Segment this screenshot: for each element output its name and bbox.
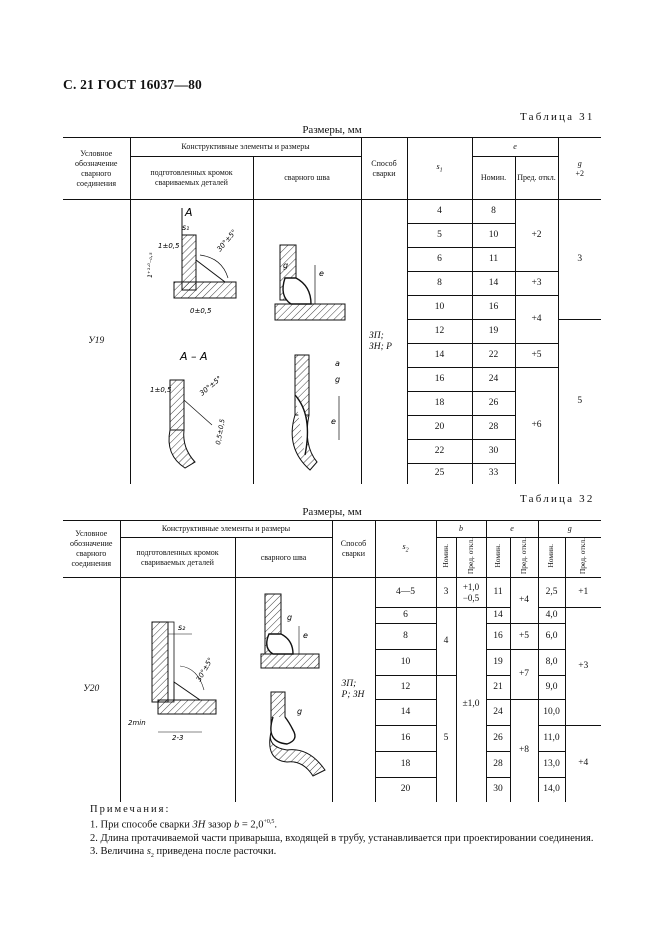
g-nominal-cell: 10,0 bbox=[538, 700, 565, 726]
s2-cell: 20 bbox=[375, 778, 436, 802]
g-cell: 5 bbox=[558, 320, 601, 484]
e-nominal-cell: 26 bbox=[472, 392, 515, 416]
fig-angle-label: 30°±5° bbox=[194, 656, 215, 683]
e-deviation-cell: +3 bbox=[515, 272, 558, 296]
fig-dim-label: 0,5±0,5 bbox=[214, 418, 227, 446]
header-g: g bbox=[538, 521, 601, 538]
welding-method: ЗП; ЗН; Р bbox=[361, 200, 407, 484]
b-nominal-cell: 4 bbox=[436, 608, 456, 676]
note-1: 1. При способе сварки ЗН зазор $b = 2,0^{+0,5}$. bbox=[90, 819, 278, 831]
s1-cell: 5 bbox=[407, 224, 472, 248]
s1-cell: 14 bbox=[407, 344, 472, 368]
e-deviation-cell: +5 bbox=[510, 624, 538, 650]
header-e-nominal: Номин. bbox=[472, 157, 515, 200]
header-g-deviation: Пред. откл. bbox=[565, 538, 601, 578]
note-2: 2. Длина протачиваемой части приварыша, входящей в трубу, устанавливается при проектировании соединения. bbox=[90, 832, 594, 844]
e-nominal-cell: 30 bbox=[472, 440, 515, 464]
seam-g-label: g bbox=[287, 613, 293, 622]
header-prepared-edges: подготовленных кромок свариваемых деталей bbox=[130, 157, 253, 200]
designation-u19: У19 bbox=[63, 200, 130, 484]
s1-cell: 18 bbox=[407, 392, 472, 416]
header-e: e bbox=[486, 521, 538, 538]
g-nominal-cell: 13,0 bbox=[538, 752, 565, 778]
u19-weld-seam-drawing bbox=[255, 200, 363, 490]
header-g: g +2 bbox=[558, 138, 601, 200]
s2-cell: 18 bbox=[375, 752, 436, 778]
header-b-nominal: Номин. bbox=[436, 538, 456, 578]
e-deviation-cell: +7 bbox=[510, 650, 538, 700]
e-deviation-cell: +5 bbox=[515, 344, 558, 368]
s1-cell: 16 bbox=[407, 368, 472, 392]
u20-weld-seam-drawing bbox=[237, 582, 334, 800]
b-deviation-cell: ±1,0 bbox=[456, 608, 486, 802]
s2-cell: 10 bbox=[375, 650, 436, 676]
s1-cell: 6 bbox=[407, 248, 472, 272]
e-nominal-cell: 26 bbox=[486, 726, 510, 752]
s1-cell: 20 bbox=[407, 416, 472, 440]
e-nominal-cell: 10 bbox=[472, 224, 515, 248]
header-elements: Конструктивные элементы и размеры bbox=[120, 521, 332, 538]
fig-gap-label: 0±0,5 bbox=[190, 307, 212, 315]
g-nominal-cell: 4,0 bbox=[538, 608, 565, 624]
e-nominal-cell: 14 bbox=[486, 608, 510, 624]
seam-g-label: g bbox=[283, 261, 289, 270]
designation-u20: У20 bbox=[63, 578, 120, 802]
e-nominal-cell: 22 bbox=[472, 344, 515, 368]
e-nominal-cell: 33 bbox=[472, 464, 515, 484]
s2-cell: 6 bbox=[375, 608, 436, 624]
header-b: b bbox=[436, 521, 486, 538]
e-deviation-cell: +2 bbox=[515, 200, 558, 272]
s2-cell: 4—5 bbox=[375, 578, 436, 608]
s1-cell: 25 bbox=[407, 464, 472, 484]
b-deviation-cell: +1,0 −0,5 bbox=[456, 578, 486, 608]
header-e-deviation: Пред. откл. bbox=[515, 157, 558, 200]
fig-s2-label: s₂ bbox=[178, 623, 186, 632]
e-deviation-cell: +4 bbox=[515, 296, 558, 344]
g-nominal-cell: 2,5 bbox=[538, 578, 565, 608]
fig-view-label: А bbox=[185, 206, 193, 219]
e-nominal-cell: 11 bbox=[486, 578, 510, 608]
seam-e-label: e bbox=[319, 269, 324, 278]
g-deviation-cell: +4 bbox=[565, 726, 601, 802]
table-31-label: Таблица 31 bbox=[520, 111, 595, 123]
e-nominal-cell: 11 bbox=[472, 248, 515, 272]
fig-length-label: 2-3 bbox=[172, 734, 184, 742]
notes bbox=[90, 803, 600, 863]
header-s1: $s_1$ bbox=[407, 138, 472, 200]
table-32-units: Размеры, мм bbox=[302, 506, 362, 518]
g-nominal-cell: 9,0 bbox=[538, 676, 565, 700]
s2-cell: 12 bbox=[375, 676, 436, 700]
e-nominal-cell: 28 bbox=[472, 416, 515, 440]
s1-cell: 4 bbox=[407, 200, 472, 224]
header-elements: Конструктивные элементы и размеры bbox=[130, 138, 361, 157]
seam-a-label: a bbox=[335, 359, 340, 368]
s2-cell: 8 bbox=[375, 624, 436, 650]
fig-dim-label: 1±0,5 bbox=[150, 386, 172, 394]
s1-cell: 10 bbox=[407, 296, 472, 320]
g-deviation-cell: +1 bbox=[565, 578, 601, 608]
fig-dim-label: 1±0,5 bbox=[158, 242, 180, 250]
page-header: С. 21 ГОСТ 16037—80 bbox=[63, 77, 202, 92]
header-method: Способ сварки bbox=[361, 138, 407, 200]
s1-cell: 12 bbox=[407, 320, 472, 344]
header-b-deviation: Пред. откл. bbox=[456, 538, 486, 578]
e-nominal-cell: 19 bbox=[486, 650, 510, 676]
notes-title: Примечания: bbox=[90, 804, 171, 815]
fig-s1-label: s₁ bbox=[182, 223, 190, 232]
table-32-label: Таблица 32 bbox=[520, 493, 595, 505]
e-nominal-cell: 24 bbox=[472, 368, 515, 392]
note-3: 3. Величина $s_2$ приведена после расточки. bbox=[90, 845, 277, 859]
header-e: e bbox=[472, 138, 558, 157]
fig-gap-label: 2min bbox=[128, 719, 146, 727]
s2-cell: 16 bbox=[375, 726, 436, 752]
s1-cell: 22 bbox=[407, 440, 472, 464]
fig-angle-label: 30°±5° bbox=[198, 374, 224, 398]
header-s2: $s_2$ bbox=[375, 521, 436, 578]
u19-prepared-edges-drawing bbox=[130, 200, 253, 490]
g-cell: 3 bbox=[558, 200, 601, 320]
fig-dim-label: 1⁺¹·⁰₋₀,₅ bbox=[146, 252, 154, 278]
e-nominal-cell: 16 bbox=[486, 624, 510, 650]
s2-cell: 14 bbox=[375, 700, 436, 726]
table-31-units: Размеры, мм bbox=[302, 124, 362, 136]
e-deviation-cell: +6 bbox=[515, 368, 558, 484]
fig-angle-label: 30°±5° bbox=[215, 228, 239, 254]
header-e-deviation: Пред. откл. bbox=[510, 538, 538, 578]
g-nominal-cell: 8,0 bbox=[538, 650, 565, 676]
b-nominal-cell: 3 bbox=[436, 578, 456, 608]
e-nominal-cell: 24 bbox=[486, 700, 510, 726]
e-nominal-cell: 8 bbox=[472, 200, 515, 224]
e-nominal-cell: 28 bbox=[486, 752, 510, 778]
s1-cell: 8 bbox=[407, 272, 472, 296]
u20-prepared-edges-drawing bbox=[122, 582, 237, 800]
header-method: Способ сварки bbox=[332, 521, 375, 578]
g-nominal-cell: 14,0 bbox=[538, 778, 565, 802]
e-deviation-cell: +8 bbox=[510, 700, 538, 802]
seam-g-label: g bbox=[335, 375, 341, 384]
g-nominal-cell: 11,0 bbox=[538, 726, 565, 752]
e-nominal-cell: 30 bbox=[486, 778, 510, 802]
welding-method: ЗП; Р; ЗН bbox=[332, 578, 375, 802]
e-nominal-cell: 19 bbox=[472, 320, 515, 344]
e-nominal-cell: 16 bbox=[472, 296, 515, 320]
g-deviation-cell: +3 bbox=[565, 608, 601, 726]
header-e-nominal: Номин. bbox=[486, 538, 510, 578]
g-nominal-cell: 6,0 bbox=[538, 624, 565, 650]
seam-e-label: e bbox=[303, 631, 308, 640]
b-nominal-cell: 5 bbox=[436, 676, 456, 802]
e-nominal-cell: 21 bbox=[486, 676, 510, 700]
seam-e-label: e bbox=[331, 417, 336, 426]
fig-section-label: А – А bbox=[180, 350, 208, 363]
header-weld-seam: сварного шва bbox=[235, 538, 332, 578]
header-g-nominal: Номин. bbox=[538, 538, 565, 578]
header-weld-seam: сварного шва bbox=[253, 157, 361, 200]
header-designation: Условное обозначение сварного соединения bbox=[63, 521, 120, 578]
header-prepared-edges: подготовленных кромок свариваемых деталей bbox=[120, 538, 235, 578]
e-deviation-cell: +4 bbox=[510, 578, 538, 624]
seam-g-label: g bbox=[297, 707, 303, 716]
header-designation: Условное обозначение сварного соединения bbox=[63, 138, 130, 200]
e-nominal-cell: 14 bbox=[472, 272, 515, 296]
